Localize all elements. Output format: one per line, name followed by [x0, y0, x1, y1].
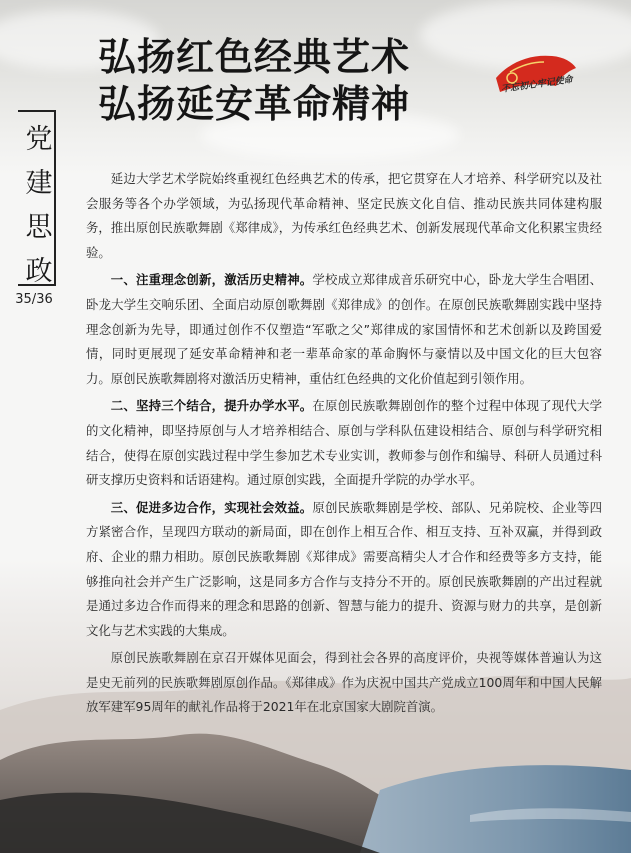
paragraph-2-heading: 二、坚持三个结合，提升办学水平。 — [110, 398, 313, 414]
title-line-2: 弘扬延安革命精神 — [98, 82, 411, 126]
paragraph-2-text: 在原创民族歌舞剧创作的整个过程中体现了现代大学的文化精神，即坚持原创与人才培养相结合、原创与学科队伍建设相结合、原创与科学研究相结合，使得在原创实践过程中学生参加艺术专业实训，教师参与创作和编导、科研人员通过科研支撑历史资料和话语建构。通过原创实践，全面提升学院的办学水平。 — [86, 398, 603, 488]
paragraph-2 — [86, 394, 602, 492]
page-number: 35/36 — [15, 292, 53, 307]
section-label — [22, 118, 56, 294]
paragraph-1 — [86, 268, 602, 391]
section-label-char: 党 — [25, 124, 53, 155]
paragraph-3-text: 原创民族歌舞剧是学校、部队、兄弟院校、企业等四方紧密合作，呈现四方联动的新局面，即在创作上相互合作、相互支持、互补双赢，并得到政府、企业的鼎力相助。原创民族歌舞剧《郑律成》需要高精尖人才合作和经费等多方支持，能够推向社会并产生广泛影响，这是同多方合作与支持分不开的。原创民族歌舞剧的产出过程就是通过多边合作而得来的理念和思路的创新、智慧与能力的提升、资源与财力的共享，是创新文化与艺术实践的大集成。 — [86, 499, 603, 638]
section-label-char: 思 — [25, 212, 53, 243]
paragraph-3 — [86, 496, 602, 644]
paragraph-1-text: 学校成立郑律成音乐研究中心，卧龙大学生合唱团、卧龙大学生交响乐团、全面启动原创歌舞剧《郑律成》的创作。在原创民族歌舞剧实践中坚持理念创新为先导，即通过创作不仅塑造“军歌之父”郑律成的家国情怀和艺术创新以及跨国爱情，同时更展现了延安革命精神和老一辈革命家的革命胸怀与豪情以及中国文化的巨大包容力。原创民族歌舞剧将对激活历史精神，重估红色经典的文化价值起到引领作用。 — [86, 272, 603, 386]
paragraph-1-heading: 一、注重理念创新，激活历史精神。 — [110, 272, 313, 288]
section-rule-top — [18, 110, 56, 112]
page-title — [98, 34, 498, 128]
intro-paragraph: 延边大学艺术学院始终重视红色经典艺术的传承，把它贯穿在人才培养、科学研究以及社会服务等各个办学领域，为弘扬现代革命精神、坚定民族文化自信、推动民族共同体建构服务，推出原创民族歌舞剧《郑律成》，为传承红色经典艺术、创新发展现代革命文化积累宝贵经验。 — [86, 171, 602, 260]
badge-slogan-line-2: 牢记使命 — [536, 75, 574, 90]
title-line-1: 弘扬红色经典艺术 — [98, 35, 411, 79]
paragraph-3-heading: 三、促进多边合作，实现社会效益。 — [110, 499, 313, 515]
closing-paragraph: 原创民族歌舞剧在京召开媒体见面会，得到社会各界的高度评价，央视等媒体普遍认为这是史无前列的民族歌舞剧原创作品。《郑律成》作为庆祝中国共产党成立100周年和中国人民解放军建军95周年的献礼作品将于2021年在北京国家大剧院首演。 — [86, 650, 602, 715]
section-label-char: 政 — [25, 256, 53, 287]
badge-slogan-line-1: 不忘初心 — [500, 80, 538, 95]
article-body — [86, 167, 602, 723]
section-label-char: 建 — [25, 168, 53, 199]
